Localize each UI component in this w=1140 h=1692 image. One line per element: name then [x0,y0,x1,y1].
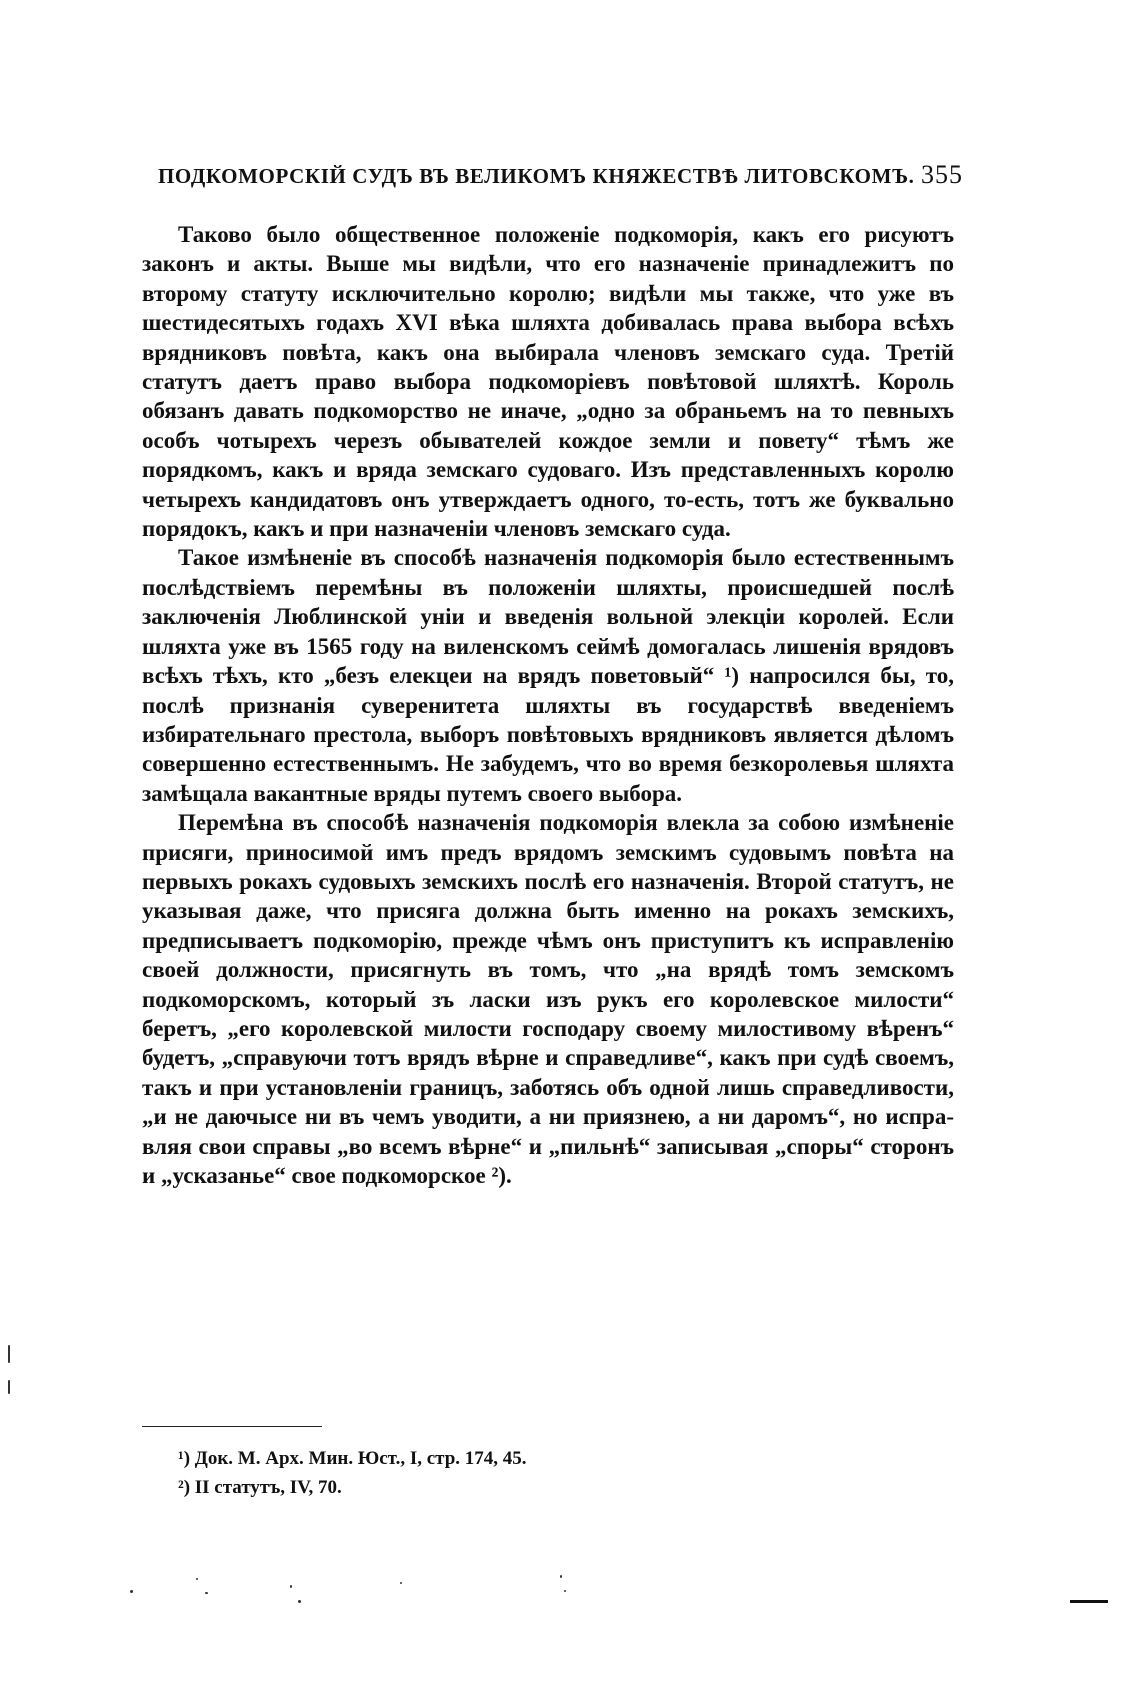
footnotes [178,1444,878,1502]
scan-speck [290,1585,292,1588]
scan-speck [298,1600,301,1603]
scan-speck [400,1582,402,1584]
scan-speck [196,1578,198,1580]
scan-speck [8,1380,10,1394]
paragraph-1: Таково было общественное положеніе подкоморія, какъ его рисуютъ законъ и акты. Выше мы видѣли, что его назначеніе принадлежитъ по второму статуту исключительно королю; видѣли мы также, что уже въ шестидесятыхъ годахъ XVI вѣка шляхта добивалась права выбора всѣхъ врядниковъ повѣта, какъ она выбирала членовъ земскаго суда. Третій статутъ даетъ право выбора подкоморіевъ повѣтовой шляхтѣ. Король обязанъ давать подкоморство не иначе, „одно за обраньемъ на то певныхъ особъ чотырехъ черезъ обывателей кождое земли и повету“ тѣмъ же порядкомъ, какъ и вряда земскаго судоваго. Изъ представленныхъ королю четырехъ кандидатовъ онъ утверждаетъ одного, то-есть, тотъ же буквально порядокъ, какъ и при назначеніи членовъ земскаго суда. [142,222,954,542]
scan-speck [8,1345,10,1363]
footnote-1: ¹) Док. М. Арх. Мин. Юст., I, стр. 174, 45. [178,1448,527,1469]
footnote-2: ²) II статутъ, IV, 70. [178,1477,342,1498]
page-number: 355 [921,160,963,189]
body-text [142,220,954,1190]
running-head [158,160,963,190]
scan-speck [205,1592,208,1594]
scan-speck [564,1590,566,1592]
scan-speck [130,1590,133,1593]
paragraph-2: Такое измѣненіе въ способѣ назначенія подкоморія было естественнымъ послѣдствіемъ перемѣны въ положеніи шляхты, происшедшей послѣ заключенія Люблинской уніи и введенія вольной элекціи королей. Если шляхта уже въ 1565 году на виленскомъ сеймѣ домогалась лишенія врядовъ всѣхъ тѣхъ, кто „безъ елекцеи на врядъ поветовый“ ¹) напросился бы, то, послѣ признанія суверенитета шляхты въ государствѣ введеніемъ избирательнаго престола, выборъ повѣтовыхъ врядниковъ является дѣломъ совершенно естественнымъ. Не забудемъ, что во время безкоролевья шляхта замѣщала вакантные вряды путемъ своего выбора. [142,545,954,806]
paragraph-3: Перемѣна въ способѣ назначенія подкоморія влекла за собою измѣненіе присяги, приносимой имъ предъ врядомъ земскимъ судовымъ повѣта на первыхъ рокахъ судовыхъ земскихъ послѣ его назначенія. Второй статутъ, не указывая даже, что присяга должна быть именно на рокахъ земскихъ, предписываетъ подкоморію, прежде чѣмъ онъ приступитъ къ исправленію своей должности, присягнуть въ томъ, что „на врядѣ томъ земскомъ подкоморскомъ, который зъ ласки изъ рукъ его королевское милости“ беретъ, „его королевской милости господару своему милостивому вѣренъ“ будетъ, „справуючи тотъ врядъ вѣрне и справедливе“, какъ при судѣ своемъ, такъ и при установленіи границъ, заботясь объ одной лишь справедливости, „и не даючысе ни въ чемъ уводити, а ни приязнею, а ни даромъ“, но исправляя свои справы „во всемъ вѣрне“ и „пильнѣ“ записывая „споры“ сторонъ и „усказанье“ свое подкоморское ²). [142,810,954,1188]
edge-mark [1070,1600,1108,1603]
footnote-divider [142,1426,322,1427]
running-head-title: ПОДКОМОРСКІЙ СУДЪ ВЪ ВЕЛИКОМЪ КНЯЖЕСТВѢ ЛИТОВСКОМЪ. [158,164,915,188]
scan-speck [560,1575,562,1578]
